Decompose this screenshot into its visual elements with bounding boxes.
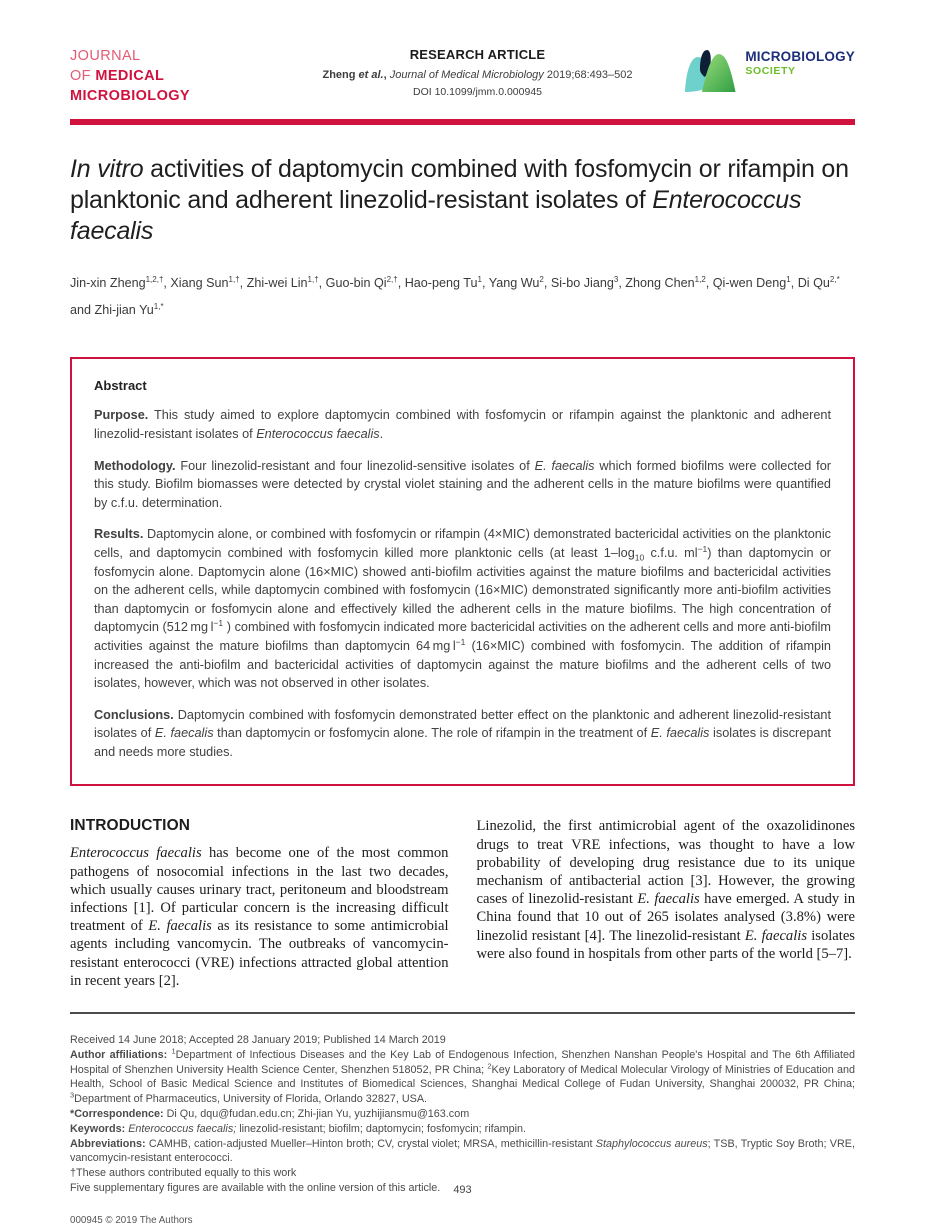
- header-center: [275, 46, 680, 98]
- supplementary-line: Five supplementary figures are available with the online version of this article.: [70, 1182, 441, 1195]
- correspondence-line: *Correspondence: Di Qu, dqu@fudan.edu.cn; Zhi-jian Yu, yuzhijiansmu@163.com: [70, 1108, 470, 1121]
- affiliations-line: Author affiliations: $^1$Department of Infectious Diseases and the Key Lab of Endogenous Infection, Shenzhen Nanshan People's Hospital and The 6th Affiliated Hospital of Shenzhen University Health Science Center, Shenzhen 518052, PR China; $^2$Key Laboratory of Medical Molecular Virology of Ministries of Education and Health, School of Basic Medical Science and Institutes of Biomedical Sciences, Shanghai Medical College of Fudan University, Shanghai 200032, PR China; $^3$Department of Pharmaceutics, University of Florida, Orlando 32827, USA.: [70, 1046, 855, 1106]
- society-sub: SOCIETY: [745, 64, 796, 77]
- journal-logo: [70, 46, 275, 106]
- abstract-purpose: Purpose. This study aimed to explore daptomycin combined with fosfomycin or rifampin against the planktonic and adherent linezolid-resistant isolates of Enterococcus faecalis.: [94, 408, 831, 441]
- footnotes: [70, 1033, 855, 1196]
- contributed-line: †These authors contributed equally to this work: [70, 1167, 297, 1180]
- article-title: In vitro activities of daptomycin combined with fosfomycin or rifampin on planktonic and adherent linezolid-resistant isolates of Enterococcus faecalis: [70, 155, 849, 245]
- journal-logo-line1: JOURNAL: [70, 48, 141, 64]
- copyright-line: 000945 © 2019 The Authors: [70, 1214, 193, 1226]
- journal-logo-line3: MICROBIOLOGY: [70, 88, 190, 104]
- abstract-results: Results. Daptomycin alone, or combined with fosfomycin or rifampin (4×MIC) demonstrated bactericidal activities on the planktonic cells, and daptomycin combined with fosfomycin killed more planktonic cells (at least $1-\log_{10}$ c.f.u. $ml^{-1}$) than daptomycin or fosfomycin alone. Daptomycin alone (16×MIC) showed anti-biofilm activities against the mature biofilms and bactericidal activities on the adherent cells, while daptomycin combined with fosfomycin (16×MIC) demonstrated significantly more anti-biofilm activities than daptomycin or fosfomycin alone and effectively killed the adherent cells in the mature biofilms. The high concentration of daptomycin (512 mg $l^{-1}$ ) combined with fosfomycin indicated more bactericidal activities on the adherent cells and more anti-biofilm activities against the mature biofilms than daptomycin 64 mg $l^{-1}$ (16×MIC) combined with fosfomycin. The addition of rifampin increased the anti-biofilm and bactericidal activities of daptomycin against the mature biofilms and the adherent cells of two isolates, however, which was not observed in other isolates.: [94, 527, 832, 691]
- left-column: [70, 817, 449, 990]
- received-line: Received 14 June 2018; Accepted 28 January 2019; Published 14 March 2019: [70, 1034, 446, 1047]
- page-header: [70, 46, 855, 106]
- footnote-rule: [70, 1012, 855, 1014]
- microbiology-society-logo-icon: [683, 48, 739, 99]
- keywords-line: Keywords: Enterococcus faecalis; linezolid-resistant; biofilm; daptomycin; fosfomycin; rifampin.: [70, 1122, 527, 1135]
- right-column: [477, 817, 856, 990]
- abstract-heading: Abstract: [94, 378, 147, 394]
- header-rule: [70, 119, 855, 125]
- abstract-methodology: Methodology. Four linezolid-resistant and four linezolid-sensitive isolates of E. faecalis which formed biofilms were collected for this study. Biofilm biomasses were detected by crystal violet staining and the adherent cells in the mature biofilms were quantified by c.f.u. determination.: [94, 458, 831, 510]
- abbreviations-line: Abbreviations: CAMHB, cation-adjusted Mueller–Hinton broth; CV, crystal violet; MRSA, methicillin-resistant Staphylococcus aureus; TSB, Tryptic Soy Broth; VRE, vancomycin-resistant enterococci.: [70, 1137, 855, 1165]
- page-number: 493: [453, 1184, 472, 1196]
- author-list: Jin-xin Zheng$^{1,2,\dagger}$, Xiang Sun$^{1,\dagger}$, Zhi-wei Lin$^{1,\dagger}$, Guo-bin $Qi^{2,\dagger}$, Hao-peng Tu$^1$, Yang Wu$^2$, Si-bo Jiang$^3$, Zhong Chen$^{1,2}$, Qi-wen Deng$^1$, Di $Qu^{2,*}$ and Zhi-jian $Yu^{1,*}$: [70, 275, 840, 318]
- abstract-conclusions: Conclusions. Daptomycin combined with fosfomycin demonstrated better effect on the planktonic and adherent linezolid-resistant isolates of E. faecalis than daptomycin or fosfomycin alone. The role of rifampin in the treatment of E. faecalis isolates is discrepant and needs more studies.: [94, 707, 832, 759]
- article-type-label: RESEARCH ARTICLE: [409, 47, 546, 62]
- abstract-box: [70, 357, 855, 786]
- citation-line: Zheng et al., Journal of Medical Microbiology 2019;68:493–502: [322, 69, 633, 81]
- society-logo-text: [745, 48, 855, 76]
- introduction-paragraph-left: Enterococcus faecalis has become one of the most common pathogens of nosocomial infections in the last two decades, which usually causes urinary tract, peritoneum and bloodstream infections [1]. Of particular concern is the increasing difficult treatment of E. faecalis as its resistance to some antimicrobial agents including vancomycin. The outbreaks of vancomycin-resistant enterococci (VRE) infections attracted global attention in recent years [2].: [70, 845, 449, 989]
- introduction-heading: INTRODUCTION: [70, 817, 191, 835]
- society-name: MICROBIOLOGY: [745, 49, 855, 64]
- body-columns: [70, 817, 855, 990]
- journal-logo-line2: OF MEDICAL: [70, 68, 165, 84]
- doi-line: DOI 10.1099/jmm.0.000945: [413, 86, 542, 98]
- society-logo: [680, 46, 855, 99]
- introduction-paragraph-right: Linezolid, the first antimicrobial agent of the oxazolidinones drugs to treat VRE infections, was thought to have a low probability of developing drug resistance due to its unique mechanism of antibacterial action [3]. However, the growing cases of linezolid-resistant E. faecalis have emerged. A study in China found that 10 out of 265 isolates analysed (3.8%) were linezolid resistant [4]. The linezolid-resistant E. faecalis isolates were also found in hospitals from other parts of the world [5–7].: [476, 818, 856, 962]
